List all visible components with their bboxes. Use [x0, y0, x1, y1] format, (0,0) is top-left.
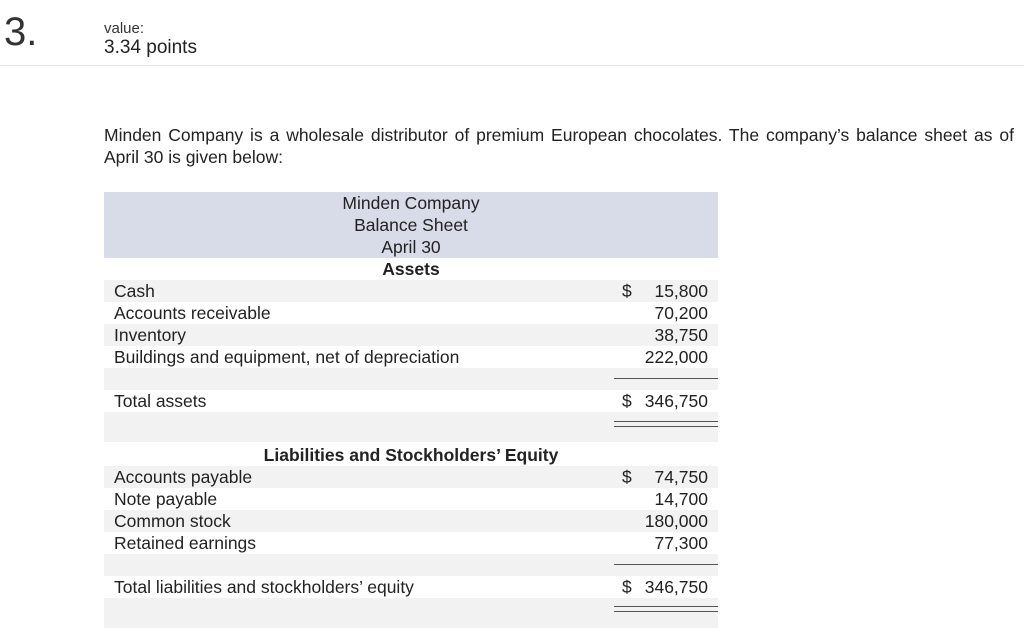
row-label: Inventory — [114, 325, 186, 345]
currency-symbol: $ — [622, 281, 632, 301]
table-row — [104, 466, 718, 488]
spacer-row — [104, 598, 718, 628]
subtotal-rule — [614, 564, 718, 565]
table-row — [104, 532, 718, 554]
row-amount: 70,200 — [654, 303, 708, 323]
row-amount: 15,800 — [654, 281, 708, 301]
row-amount: 14,700 — [654, 489, 708, 509]
question-number: 3. — [4, 10, 38, 54]
table-row — [104, 324, 718, 346]
spacer-row — [104, 554, 718, 576]
row-amount: 38,750 — [654, 325, 708, 345]
spacer-row — [104, 412, 718, 442]
spacer-row — [104, 368, 718, 390]
total-liabilities-row — [104, 576, 718, 598]
row-amount: 346,750 — [644, 577, 708, 597]
currency-symbol: $ — [622, 467, 632, 487]
double-rule-bottom — [614, 426, 718, 427]
row-label: Retained earnings — [114, 533, 257, 553]
row-label: Note payable — [114, 489, 218, 509]
row-label: Cash — [114, 281, 155, 301]
table-row — [104, 280, 718, 302]
company-name: Minden Company — [342, 193, 480, 213]
row-label: Common stock — [114, 511, 231, 531]
liabilities-heading: Liabilities and Stockholders’ Equity — [263, 445, 559, 465]
row-label: Total liabilities and stockholders’ equity — [114, 577, 414, 597]
table-row — [104, 302, 718, 324]
currency-symbol: $ — [622, 577, 632, 597]
total-assets-row — [104, 390, 718, 412]
header-divider — [0, 65, 1024, 66]
question-text: Minden Company is a wholesale distributor of premium European chocolates. The company’s balance sheet as of April 30 is given below: — [104, 125, 1014, 167]
table-row — [104, 346, 718, 368]
row-amount: 77,300 — [654, 533, 708, 553]
table-row — [104, 488, 718, 510]
row-amount: 222,000 — [644, 347, 708, 367]
currency-symbol: $ — [622, 391, 632, 411]
row-amount: 180,000 — [644, 511, 708, 531]
double-rule-bottom — [614, 611, 718, 612]
table-row — [104, 510, 718, 532]
row-amount: 346,750 — [644, 391, 708, 411]
value-label: value: — [104, 20, 145, 37]
subtotal-rule — [614, 378, 718, 379]
row-label: Buildings and equipment, net of depreciation — [114, 347, 460, 367]
assets-heading: Assets — [382, 259, 440, 279]
double-rule-top — [614, 606, 718, 607]
double-rule-top — [614, 421, 718, 422]
row-label: Accounts payable — [114, 467, 253, 487]
statement-date: April 30 — [381, 237, 441, 257]
row-label: Total assets — [114, 391, 207, 411]
row-amount: 74,750 — [654, 467, 708, 487]
points-value: 3.34 points — [104, 37, 197, 58]
row-label: Accounts receivable — [114, 303, 271, 323]
statement-title: Balance Sheet — [354, 215, 468, 235]
